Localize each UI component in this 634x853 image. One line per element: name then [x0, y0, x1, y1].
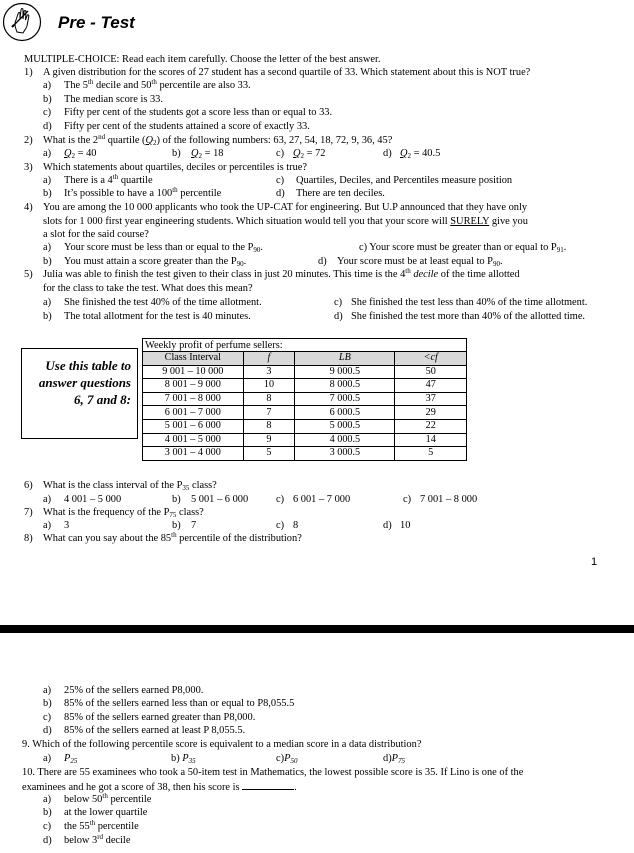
q3-b-label: b) [43, 188, 52, 199]
q2-text: What is the 2nd quartile (Q2) of the following numbers: 63, 27, 54, 18, 72, 9, 36, 45? [43, 133, 393, 147]
q7-d-text: 10 [400, 520, 411, 531]
cell-frequency: 10 [243, 379, 295, 393]
q2-b-text: Q2 = 18 [191, 148, 224, 160]
q7-c-label: c) [276, 520, 285, 531]
q1-text: A given distribution for the scores of 27 student has a second quartile of 33. Which statement about this is NOT true? [43, 67, 531, 78]
table-instruction-text: Use this table to answer questions 6, 7 and 8: [38, 358, 131, 407]
q1-c-label: c) [43, 107, 52, 118]
cell-cf: 37 [395, 392, 466, 406]
q8-c-text: 85% of the sellers earned greater than P8,000. [64, 712, 256, 723]
q6-a-label: a) [43, 494, 52, 505]
q1-d-label: d) [43, 121, 52, 132]
page-divider [0, 625, 634, 633]
q5-number: 5) [24, 269, 33, 280]
q2-d-text: Q2 = 40.5 [400, 148, 441, 160]
q5-d-label: d) [334, 311, 343, 322]
q8-c-label: c) [43, 712, 52, 723]
cell-frequency: 8 [243, 419, 295, 433]
q3-c-text: Quartiles, Deciles, and Percentiles measure position [296, 175, 513, 186]
q4-d-text: Your score must be at least equal to P90. [337, 256, 503, 268]
q10-b-label: b) [43, 807, 52, 818]
answer-blank[interactable] [242, 779, 294, 790]
q6-text: What is the class interval of the P35 class? [43, 480, 217, 492]
q3-number: 3) [24, 162, 33, 173]
cell-frequency: 5 [243, 447, 295, 460]
q10-a-text: below 50th percentile [64, 792, 152, 805]
q1-b-text: The median score is 33. [64, 94, 163, 105]
table-row [143, 379, 466, 393]
q8-b-text: 85% of the sellers earned less than or equal to P8,055.5 [64, 698, 295, 709]
q8-a-label: a) [43, 685, 52, 696]
q4-d-label: d) [318, 256, 327, 267]
cell-frequency: 8 [243, 392, 295, 406]
q1-a-label: a) [43, 80, 52, 91]
q2-d-label: d) [383, 148, 392, 159]
q7-text: What is the frequency of the P75 class? [43, 507, 204, 519]
header-cumulative-frequency: <cf [395, 352, 466, 365]
q8-text: What can you say about the 85th percentile of the distribution? [43, 531, 302, 544]
q3-text: Which statements about quartiles, deciles or percentiles is true? [43, 162, 308, 173]
q2-a-text: Q2 = 40 [64, 148, 97, 160]
q4-c-text: c) Your score must be greater than or equal to P91. [359, 242, 567, 254]
q9-text: 9. Which of the following percentile score is equivalent to a median score in a data distribution? [22, 739, 422, 750]
q6-b-text: 5 001 – 6 000 [191, 494, 249, 505]
table-row [143, 447, 466, 460]
q6-d-text: 7 001 – 8 000 [420, 494, 478, 505]
q4-line2: slots for 1 000 first year engineering students. Which situation would tell you that your score will SURELY give you [43, 216, 528, 227]
q7-a-label: a) [43, 520, 52, 531]
q1-c-text: Fifty per cent of the students got a score less than or equal to 33. [64, 107, 333, 118]
q5-a-text: She finished the test 40% of the time allotment. [64, 297, 262, 308]
q8-d-label: d) [43, 725, 52, 736]
q10-c-text: the 55th percentile [64, 819, 139, 832]
cell-lb: 7 000.5 [295, 392, 395, 406]
q7-b-text: 7 [191, 520, 197, 531]
cell-cf: 50 [395, 365, 466, 379]
cell-lb: 6 000.5 [295, 406, 395, 420]
cell-frequency: 3 [243, 365, 295, 379]
header-class-interval: Class Interval [143, 352, 243, 365]
q5-line1: Julia was able to finish the test given to their class in just 20 minutes. This time is the 4th decile of the time allotted [43, 267, 520, 280]
q4-number: 4) [24, 202, 33, 213]
cell-cf: 47 [395, 379, 466, 393]
q8-b-label: b) [43, 698, 52, 709]
q6-number: 6) [24, 480, 33, 491]
q2-c-text: Q2 = 72 [293, 148, 326, 160]
q6-a-text: 4 001 – 5 000 [64, 494, 122, 505]
table-row [143, 406, 466, 420]
hand-writing-logo-icon [2, 2, 42, 42]
q3-a-text: There is a 4th quartile [64, 173, 153, 186]
q4-b-text: You must attain a score greater than the P90. [64, 256, 247, 268]
q3-b-text: It’s possible to have a 100th percentile [64, 186, 222, 199]
cell-lb: 8 000.5 [295, 379, 395, 393]
frequency-table [143, 352, 466, 460]
q8-d-text: 85% of the sellers earned at least P 8,055.5. [64, 725, 246, 736]
q2-number: 2) [24, 135, 33, 146]
q8-a-text: 25% of the sellers earned P8,000. [64, 685, 204, 696]
header-frequency: f [243, 352, 295, 365]
table-instruction-box [21, 348, 138, 439]
q2-c-label: c) [276, 148, 285, 159]
q10-b-text: at the lower quartile [64, 807, 148, 818]
table-header-row [143, 352, 466, 365]
table-caption: Weekly profit of perfume sellers: [143, 339, 466, 352]
q5-c-label: c) [334, 297, 343, 308]
cell-cf: 22 [395, 419, 466, 433]
cell-frequency: 9 [243, 433, 295, 447]
q1-b-label: b) [43, 94, 52, 105]
q10-d-label: d) [43, 835, 52, 846]
table-row [143, 419, 466, 433]
q3-a-label: a) [43, 175, 52, 186]
cell-interval: 5 001 – 6 000 [143, 419, 243, 433]
q7-b-label: b) [172, 520, 181, 531]
cell-interval: 3 001 – 4 000 [143, 447, 243, 460]
cell-lb: 4 000.5 [295, 433, 395, 447]
q5-a-label: a) [43, 297, 52, 308]
q4-a-text: Your score must be less than or equal to the P90. [64, 242, 264, 254]
q7-a-text: 3 [64, 520, 70, 531]
q1-a-text: The 5th decile and 50th percentile are also 33. [64, 78, 251, 91]
q7-number: 7) [24, 507, 33, 518]
q6-b-label: b) [172, 494, 181, 505]
q2-b-label: b) [172, 148, 181, 159]
q1-d-text: Fifty per cent of the students attained a score of exactly 33. [64, 121, 310, 132]
q9-a-label: a) [43, 753, 52, 764]
q4-b-label: b) [43, 256, 52, 267]
q4-a-label: a) [43, 242, 52, 253]
q3-d-text: There are ten deciles. [296, 188, 385, 199]
q3-d-label: d) [276, 188, 285, 199]
q5-b-label: b) [43, 311, 52, 322]
q4-line3: a slot for the said course? [43, 229, 149, 240]
q5-d-text: She finished the test more than 40% of the allotted time. [351, 311, 586, 322]
cell-lb: 5 000.5 [295, 419, 395, 433]
q6-c-text: 6 001 – 7 000 [293, 494, 351, 505]
q10-c-label: c) [43, 821, 52, 832]
cell-interval: 4 001 – 5 000 [143, 433, 243, 447]
q9-d-text: d)P75 [383, 753, 406, 765]
cell-frequency: 7 [243, 406, 295, 420]
cell-lb: 9 000.5 [295, 365, 395, 379]
q10-line1: 10. There are 55 examinees who took a 50-item test in Mathematics, the lowest possible score is 35. If Lino is one of the [22, 767, 524, 778]
q9-b-text: b) P35 [171, 753, 196, 765]
q7-c-text: 8 [293, 520, 299, 531]
q6-d-label: c) [403, 494, 412, 505]
header-lower-boundary: LB [295, 352, 395, 365]
q5-line2: for the class to take the test. What does this mean? [43, 283, 253, 294]
q6-c-label: c) [276, 494, 285, 505]
page-number: 1 [591, 556, 598, 568]
cell-cf: 29 [395, 406, 466, 420]
cell-cf: 5 [395, 447, 466, 460]
q9-c-text: c)P50 [276, 753, 298, 765]
q3-c-label: c) [276, 175, 285, 186]
q7-d-label: d) [383, 520, 392, 531]
q10-a-label: a) [43, 794, 52, 805]
q10-d-text: below 3rd decile [64, 833, 131, 846]
perfume-profit-table [142, 338, 467, 461]
page-title: Pre - Test [58, 13, 135, 32]
q10-line2: examinees and he got a score of 38, then his score is . [22, 779, 297, 794]
table-row [143, 433, 466, 447]
q2-a-label: a) [43, 148, 52, 159]
table-row [143, 365, 466, 379]
cell-cf: 14 [395, 433, 466, 447]
q8-number: 8) [24, 533, 33, 544]
q5-c-text: She finished the test less than 40% of the time allotment. [351, 297, 588, 308]
cell-interval: 7 001 – 8 000 [143, 392, 243, 406]
q4-line1: You are among the 10 000 applicants who took the UP-CAT for engineering. But U.P announced that they have only [43, 202, 528, 213]
cell-interval: 6 001 – 7 000 [143, 406, 243, 420]
q1-number: 1) [24, 67, 33, 78]
instructions: MULTIPLE-CHOICE: Read each item carefully. Choose the letter of the best answer. [24, 54, 381, 65]
q5-b-text: The total allotment for the test is 40 minutes. [64, 311, 251, 322]
table-row [143, 392, 466, 406]
cell-interval: 8 001 – 9 000 [143, 379, 243, 393]
cell-lb: 3 000.5 [295, 447, 395, 460]
cell-interval: 9 001 – 10 000 [143, 365, 243, 379]
q9-a-text: P25 [64, 753, 78, 765]
